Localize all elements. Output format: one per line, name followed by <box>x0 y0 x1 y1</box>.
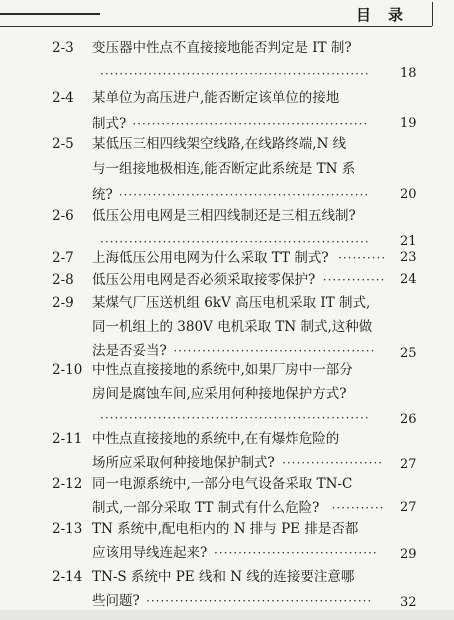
entry-title-line: TN-S 系统中 PE 线和 N 线的连接要注意哪 <box>92 569 355 585</box>
entry-title-line: 中性点直接接地的系统中,在有爆炸危险的 <box>92 431 340 447</box>
entry-title-line: 应该用导线连起来? <box>92 545 208 561</box>
entry-number: 2-8 <box>52 272 74 288</box>
entry-number: 2-9 <box>52 295 74 311</box>
entry-number: 2-11 <box>52 431 83 447</box>
dot-leader: ····················· <box>282 456 384 470</box>
entry-title-line: 低压公用电网是三相四线制还是三相五线制? <box>92 208 356 224</box>
entry-number: 2-13 <box>52 521 83 537</box>
header-rule <box>0 26 432 27</box>
entry-title-line: 房间是腐蚀车间,应采用何种接地保护方式? <box>92 386 347 402</box>
entry-title-line: 某煤气厂压送机组 6kV 高压电机采取 IT 制式, <box>92 295 371 311</box>
dot-leader: ··········· <box>331 501 385 515</box>
entry-title-line: 变压器中性点不直接接地能否判定是 IT 制? <box>92 40 352 56</box>
page-number: 19 <box>400 116 417 131</box>
entry-title-line: 同一机组上的 380V 电机采取 TN 制式,这种做 <box>92 319 373 335</box>
entry-title-line: 上海低压公用电网为什么采取 TT 制式? <box>92 250 329 266</box>
entry-title-line: 些问题? <box>92 593 140 609</box>
entry-title-line: 法是否妥当? <box>92 343 167 359</box>
entry-title-line: 制式? <box>92 116 127 132</box>
dot-leader: ·········· <box>338 251 387 265</box>
page-number: 23 <box>400 250 417 265</box>
top-rule <box>0 13 100 15</box>
entry-title-line: 某低压三相四线架空线路,在线路终端,N 线 <box>92 136 347 152</box>
dot-leader: ·········································· <box>173 344 376 358</box>
entry-number: 2-6 <box>52 208 74 224</box>
entry-title-line: 中性点直接接地的系统中,如果厂房中一部分 <box>92 362 353 378</box>
page-bottom-edge <box>0 610 454 620</box>
page-number: 29 <box>400 547 417 562</box>
dot-leader: ··············································· <box>146 594 373 608</box>
entry-title-line: 某单位为高压进户,能否断定该单位的接地 <box>92 90 340 106</box>
page-number: 27 <box>400 457 417 472</box>
page-number: 27 <box>400 500 417 515</box>
entry-number: 2-12 <box>52 476 83 492</box>
entry-title-line: TN 系统中,配电柜内的 N 排与 PE 排是否都 <box>92 521 359 537</box>
dot-leader: ·································· <box>214 546 378 560</box>
entry-number: 2-5 <box>52 136 74 152</box>
page-number: 26 <box>400 412 417 427</box>
entry-number: 2-10 <box>52 362 83 378</box>
entry-title-line: 低压公用电网是否必须采取接零保护? <box>92 272 316 288</box>
header-vertical-rule <box>432 2 433 26</box>
entry-title-line: 制式,一部分采取 TT 制式有什么危险? <box>92 500 320 516</box>
entry-number: 2-14 <box>52 569 83 585</box>
dot-leader: ························································ <box>100 235 370 249</box>
page-number: 25 <box>400 346 417 361</box>
dot-leader: ························································ <box>100 411 370 425</box>
page-number: 20 <box>400 187 417 202</box>
entry-number: 2-7 <box>52 250 74 266</box>
entry-title-line: 统? <box>92 187 113 203</box>
dot-leader: ············· <box>322 273 386 287</box>
dot-leader: ···················································· <box>118 188 370 202</box>
entry-title-line: 场所应采取何种接地保护制式? <box>92 455 275 471</box>
page-number: 32 <box>400 595 417 610</box>
entry-number: 2-3 <box>52 40 74 56</box>
page-number: 24 <box>400 272 417 287</box>
page-number: 21 <box>400 234 417 249</box>
entry-title-line: 与一组接地极相连,能否断定此系统是 TN 系 <box>92 161 356 177</box>
entry-number: 2-4 <box>52 90 74 106</box>
dot-leader: ················································· <box>132 117 369 131</box>
entry-title-line: 同一电源系统中,一部分电气设备采取 TN-C <box>92 476 353 492</box>
dot-leader: ························································ <box>100 67 370 81</box>
running-header: 目录 <box>356 6 421 24</box>
page-number: 18 <box>400 66 417 81</box>
